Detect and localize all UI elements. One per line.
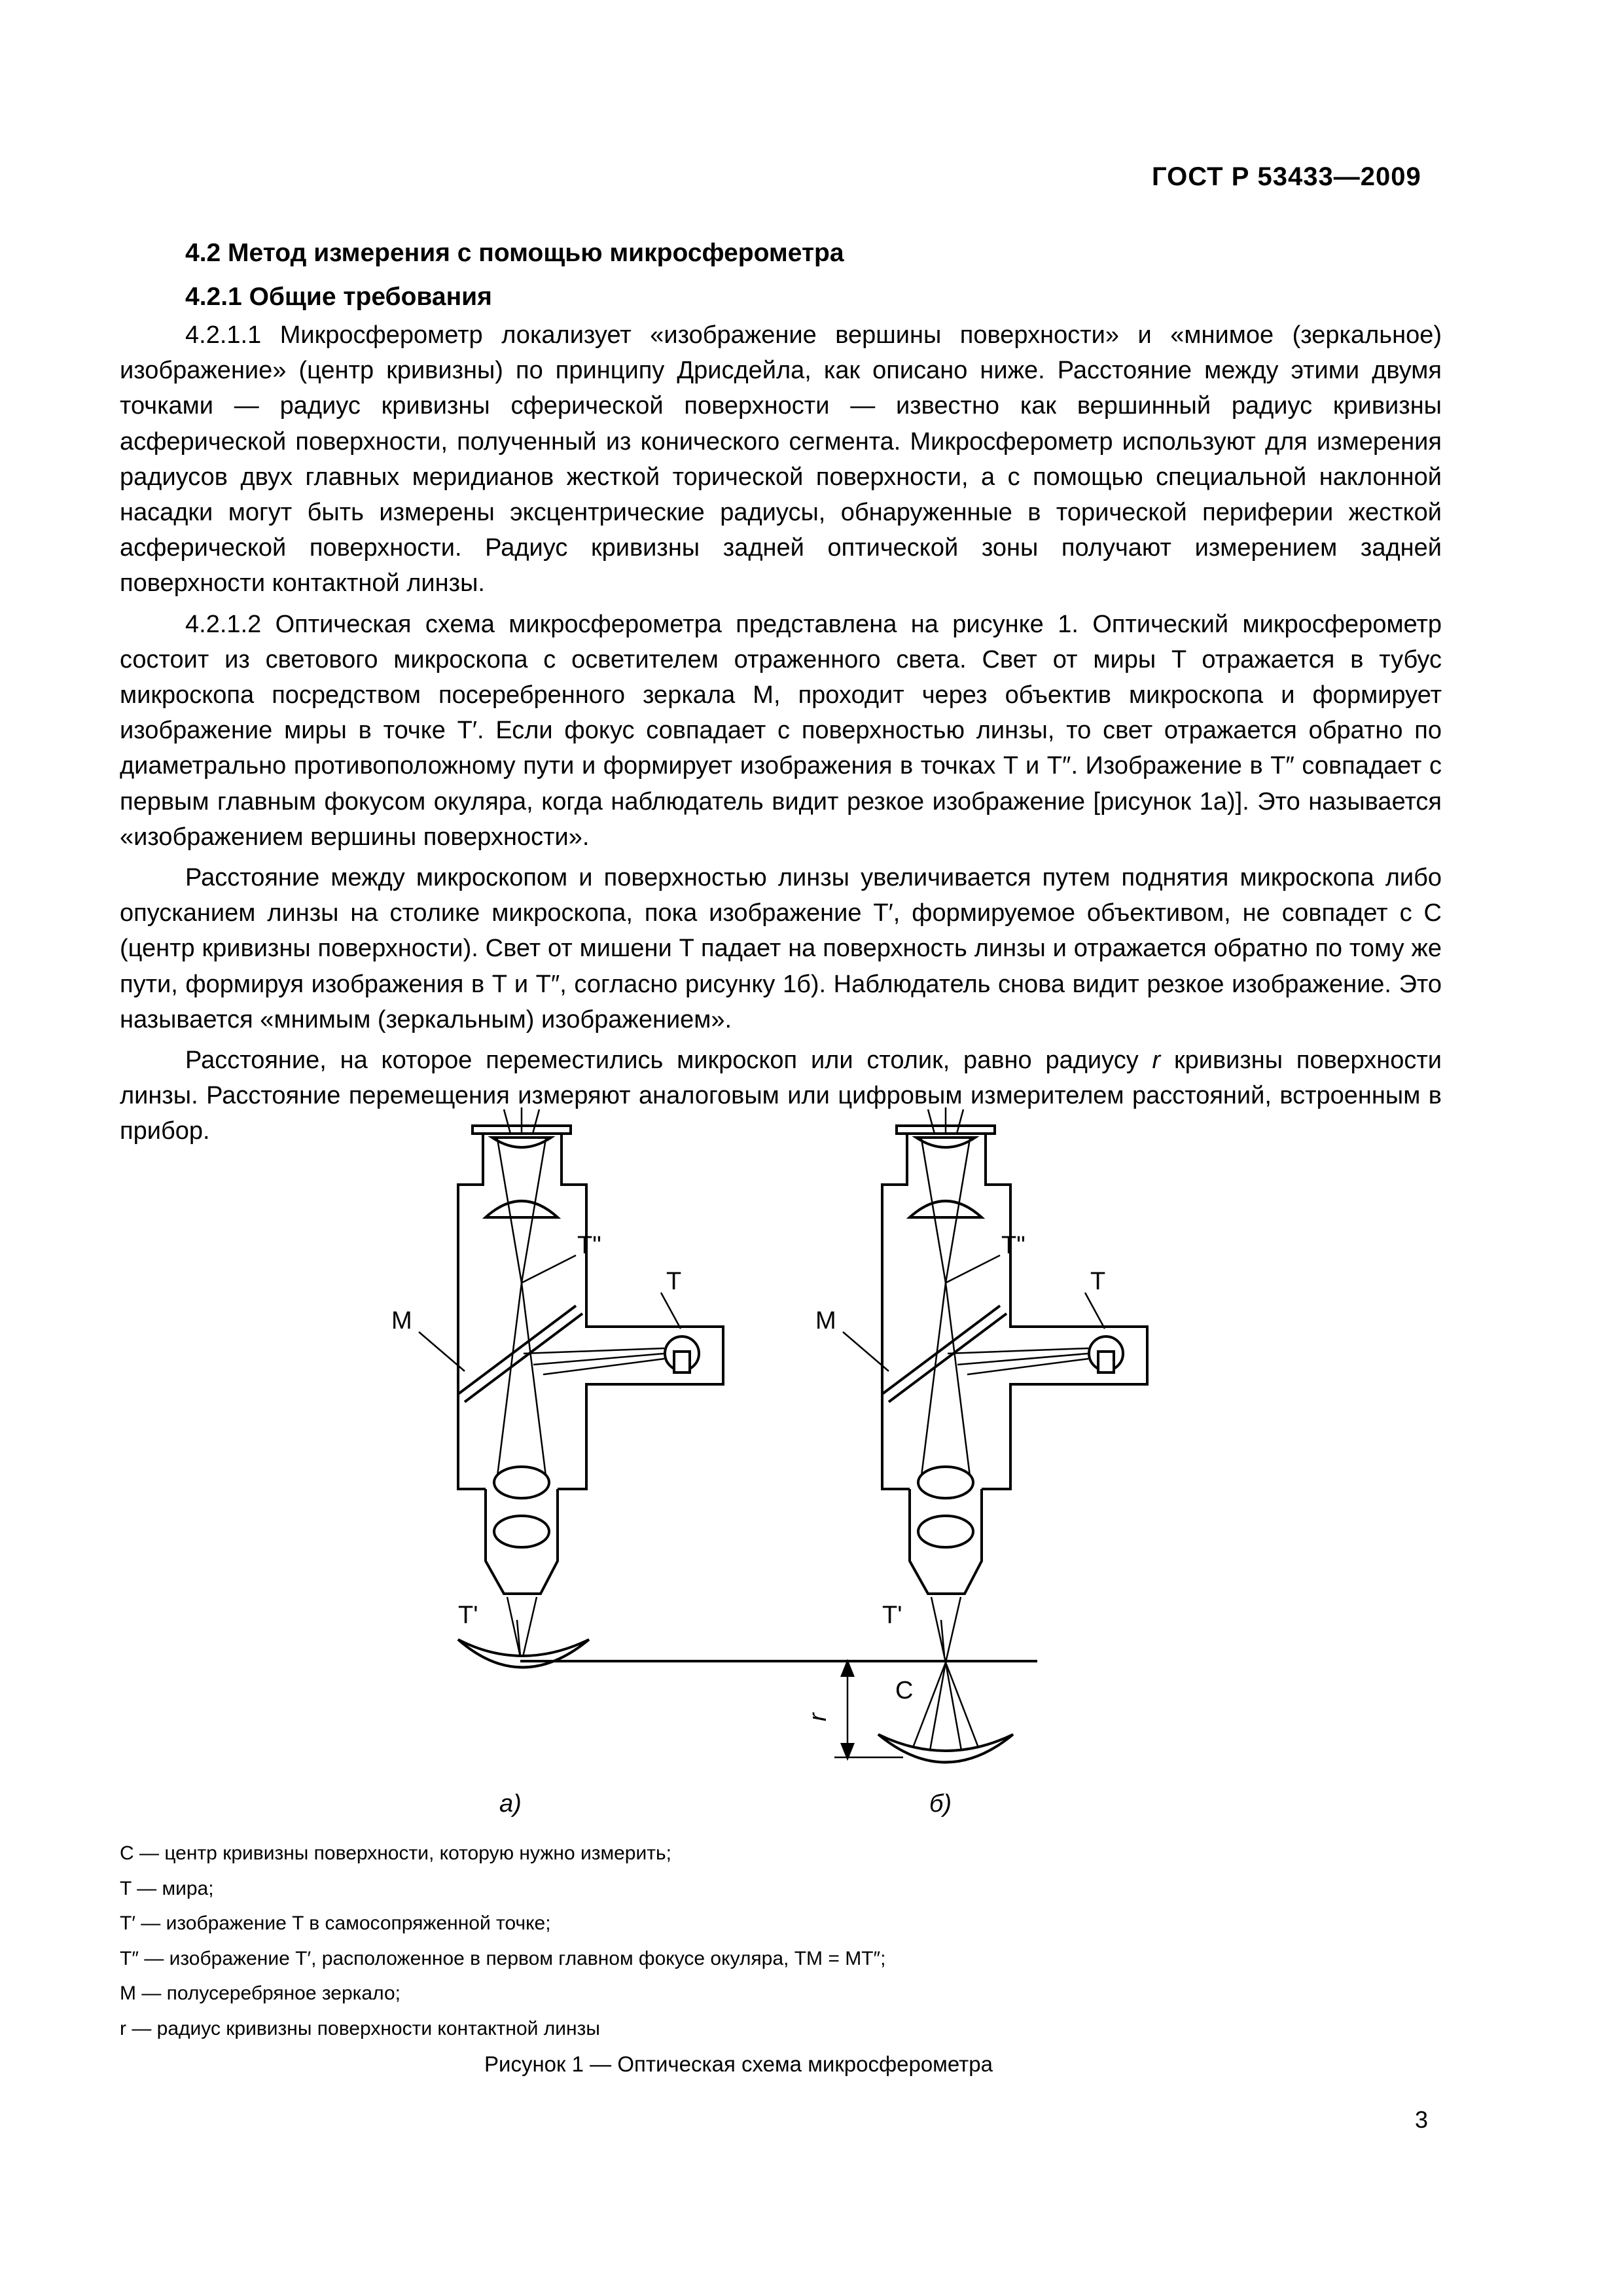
mirror-back-b: [889, 1314, 1007, 1402]
paragraph-distance-increase: Расстояние между микроскопом и поверхностью линзы увеличивается путем поднятия микроскопа либо опусканием линзы на столике микроскопа, пока изображение T′, формируемое объективом, не совпадет с C (центр кривизны поверхности). Свет от мишени T падает на поверхность линзы и отражается обратно по тому же пути, формируя изображения в T и T″, согласно рисунку 1б). Наблюдатель снова видит резкое изображение. Это называется «мнимым (зеркальным) изображением».: [120, 864, 1442, 1033]
diagram-a: [419, 1107, 723, 1668]
figure-legend: [120, 1836, 885, 2046]
label-t-a: T: [666, 1268, 682, 1295]
legend-item-t: T — мира;: [120, 1877, 214, 1899]
eye-lens-top-b: [916, 1138, 975, 1147]
page-number: 3: [1415, 2106, 1429, 2133]
subfigure-label-a: а): [499, 1790, 522, 1818]
tube-left-a: [458, 1134, 486, 1489]
target-lamp-a: [674, 1352, 690, 1372]
section-heading-4-2: 4.2 Метод измерения с помощью микросферометра: [185, 239, 844, 267]
label-t-prime-b: T': [882, 1602, 902, 1629]
eye-lens-bottom-a: [486, 1201, 558, 1217]
tube-right-a: [558, 1134, 723, 1489]
p4-text-end: кривизны поверхности линзы. Расстояние перемещения измеряют аналоговым или цифровым измерителем расстояний, встроенным в прибор.: [120, 1047, 1442, 1145]
tube-right-b: [982, 1134, 1147, 1489]
label-m-a: M: [391, 1307, 412, 1335]
objective-lens-2-b: [918, 1516, 973, 1547]
p4-text-start: Расстояние, на которое переместились микроскоп или столик, равно радиусу: [185, 1047, 1152, 1075]
figure-caption: Рисунок 1 — Оптическая схема микросферометра: [484, 2052, 993, 2076]
diagram-b: [834, 1107, 1147, 1763]
label-m-b: M: [815, 1307, 836, 1335]
label-r: r: [804, 1713, 832, 1721]
tube-left-b: [882, 1134, 910, 1489]
paragraph-4-2-1-1: 4.2.1.1 Микросферометр локализует «изображение вершины поверхности» и «мнимое (зеркальное) изображение» (центр кривизны) по принципу Дрисдейла, как описано ниже. Расстояние между этими двумя точками — радиус кривизны сферической поверхности — известно как вершинный радиус кривизны асферической поверхности, полученный из конического сегмента. Микросферометр используют для измерения радиусов двух главных меридианов жесткой торической поверхности, а с помощью специальной наклонной насадки могут быть измерены эксцентрические радиусы, обнаруженные в торической периферии жесткой асферической поверхности. Радиус кривизны задней оптической зоны получают измерением задней поверхности контактной линзы.: [120, 321, 1442, 598]
label-t-double-a: T": [577, 1232, 601, 1259]
label-c: C: [895, 1677, 914, 1704]
legend-item-c: C — центр кривизны поверхности, которую нужно измерить;: [120, 1842, 671, 1864]
legend-item-r: r — радиус кривизны поверхности контактной линзы: [120, 2017, 600, 2039]
legend-item-t-double: T″ — изображение T′, расположенное в первом главном фокусе окуляра, TM = MT″;: [120, 1947, 886, 1969]
objective-lens-1-a: [494, 1467, 549, 1498]
legend-item-t-prime: T′ — изображение T в самосопряженной точке;: [120, 1912, 551, 1934]
legend-item-m: M — полусеребряное зеркало;: [120, 1982, 401, 2004]
p4-radius-symbol: r: [1152, 1047, 1161, 1075]
target-lamp-b: [1098, 1352, 1114, 1372]
label-t-prime-a: T': [458, 1602, 478, 1629]
objective-lens-1-b: [918, 1467, 973, 1498]
subfigure-label-b: б): [929, 1790, 952, 1818]
objective-lens-2-a: [494, 1516, 549, 1547]
section-heading-4-2-1: 4.2.1 Общие требования: [185, 283, 492, 311]
label-t-b: T: [1090, 1268, 1106, 1295]
eye-lens-top-a: [492, 1138, 551, 1147]
paragraph-4-2-1-2: 4.2.1.2 Оптическая схема микросферометра представлена на рисунке 1. Оптический микросферометр состоит из светового микроскопа с осветителем отраженного света. Свет от миры T отражается в тубус микроскопа посредством посеребренного зеркала M, проходит через объектив микроскопа и формирует изображение миры в точке T′. Если фокус совпадает с поверхностью линзы, то свет отражается обратно по диаметрально противоположному пути и формирует изображения в точках T и T″. Изображение в T″ совпадает с первым главным фокусом окуляра, когда наблюдатель видит резкое изображение [рисунок 1а)]. Это называется «изображением вершины поверхности».: [120, 610, 1442, 851]
mirror-back-a: [465, 1314, 582, 1402]
label-t-double-b: T": [1001, 1232, 1026, 1259]
document-id: ГОСТ Р 53433—2009: [1152, 162, 1421, 191]
eye-lens-bottom-b: [910, 1201, 982, 1217]
